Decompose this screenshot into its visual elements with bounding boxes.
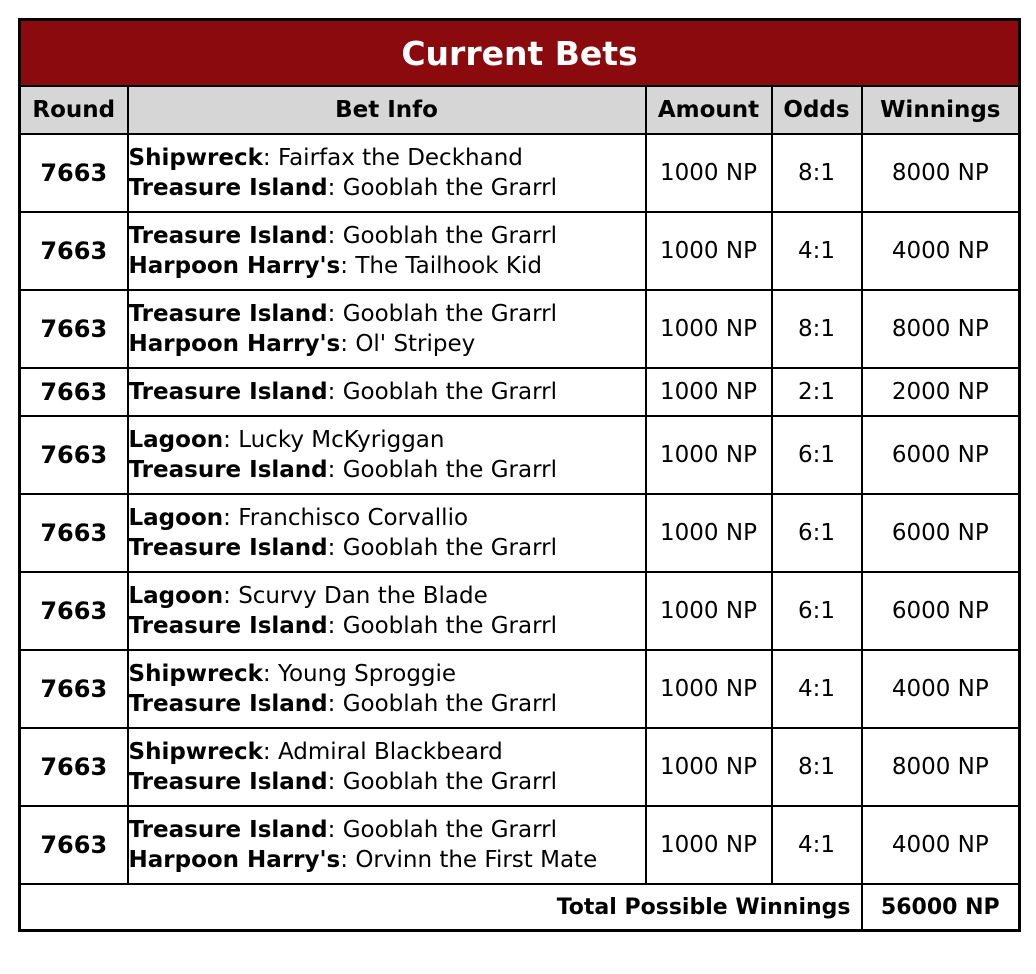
bet-row — [20, 290, 1020, 368]
bet-amount: 1000 NP — [646, 290, 772, 368]
column-header-winnings: Winnings — [862, 86, 1020, 134]
bet-odds: 6:1 — [772, 494, 862, 572]
bet-info-line — [129, 173, 645, 203]
separator: : — [327, 379, 343, 405]
bet-round: 7663 — [20, 134, 128, 212]
separator: : — [327, 223, 343, 249]
bet-round: 7663 — [20, 572, 128, 650]
bet-info-line — [129, 689, 645, 719]
bet-row — [20, 650, 1020, 728]
bet-round: 7663 — [20, 212, 128, 290]
bet-info — [128, 416, 646, 494]
bet-info — [128, 212, 646, 290]
bet-info-line — [129, 815, 645, 845]
bet-round: 7663 — [20, 290, 128, 368]
pirate-name: Admiral Blackbeard — [277, 739, 503, 765]
pirate-name: Gooblah the Grarrl — [342, 613, 557, 639]
bet-row — [20, 806, 1020, 884]
pirate-name: Franchisco Corvallio — [238, 505, 469, 531]
separator: : — [340, 253, 356, 279]
bet-winnings: 8000 NP — [862, 728, 1020, 806]
bet-amount: 1000 NP — [646, 728, 772, 806]
bet-odds: 8:1 — [772, 290, 862, 368]
bet-amount: 1000 NP — [646, 134, 772, 212]
track-name: Harpoon Harry's — [128, 331, 341, 357]
bet-info-line — [129, 377, 645, 407]
separator: : — [327, 769, 343, 795]
bet-info-line — [129, 659, 645, 689]
pirate-name: Gooblah the Grarrl — [342, 769, 557, 795]
bet-info-line — [129, 611, 645, 641]
pirate-name: Gooblah the Grarrl — [342, 817, 557, 843]
bet-odds: 2:1 — [772, 368, 862, 416]
track-name: Treasure Island — [128, 817, 328, 843]
bet-round: 7663 — [20, 806, 128, 884]
separator: : — [340, 331, 356, 357]
bet-round: 7663 — [20, 650, 128, 728]
bet-amount: 1000 NP — [646, 494, 772, 572]
bet-info — [128, 728, 646, 806]
bet-amount: 1000 NP — [646, 572, 772, 650]
bet-info-line — [129, 221, 645, 251]
bet-info-line — [129, 845, 645, 875]
column-header-bet-info: Bet Info — [128, 86, 646, 134]
pirate-name: Orvinn the First Mate — [355, 847, 598, 873]
bet-odds: 8:1 — [772, 134, 862, 212]
bet-winnings: 2000 NP — [862, 368, 1020, 416]
current-bets-table — [18, 18, 1021, 932]
bet-info-line — [129, 737, 645, 767]
separator: : — [327, 535, 343, 561]
track-name: Treasure Island — [128, 535, 328, 561]
separator: : — [223, 583, 239, 609]
bet-amount: 1000 NP — [646, 368, 772, 416]
bet-round: 7663 — [20, 368, 128, 416]
bet-winnings: 4000 NP — [862, 806, 1020, 884]
pirate-name: Gooblah the Grarrl — [342, 175, 557, 201]
bet-row — [20, 494, 1020, 572]
bet-amount: 1000 NP — [646, 650, 772, 728]
track-name: Lagoon — [128, 427, 224, 453]
bet-row — [20, 134, 1020, 212]
track-name: Lagoon — [128, 505, 224, 531]
pirate-name: Gooblah the Grarrl — [342, 691, 557, 717]
pirate-name: Young Sproggie — [277, 661, 457, 687]
bet-info — [128, 650, 646, 728]
bet-row — [20, 728, 1020, 806]
bet-info — [128, 494, 646, 572]
track-name: Treasure Island — [128, 457, 328, 483]
track-name: Treasure Island — [128, 175, 328, 201]
separator: : — [327, 691, 343, 717]
pirate-name: Scurvy Dan the Blade — [238, 583, 488, 609]
track-name: Harpoon Harry's — [128, 847, 341, 873]
bet-info — [128, 572, 646, 650]
separator: : — [327, 613, 343, 639]
track-name: Lagoon — [128, 583, 224, 609]
bet-info-line — [129, 503, 645, 533]
column-header-round: Round — [20, 86, 128, 134]
separator: : — [340, 847, 356, 873]
total-winnings-value: 56000 NP — [862, 884, 1020, 931]
separator: : — [223, 427, 239, 453]
pirate-name: Fairfax the Deckhand — [277, 145, 523, 171]
separator: : — [327, 457, 343, 483]
pirate-name: Lucky McKyriggan — [238, 427, 445, 453]
bet-winnings: 4000 NP — [862, 650, 1020, 728]
bet-amount: 1000 NP — [646, 416, 772, 494]
bet-winnings: 6000 NP — [862, 572, 1020, 650]
track-name: Treasure Island — [128, 691, 328, 717]
separator: : — [262, 661, 278, 687]
track-name: Treasure Island — [128, 223, 328, 249]
bet-info-line — [129, 533, 645, 563]
track-name: Shipwreck — [128, 661, 263, 687]
bet-rows — [20, 134, 1020, 884]
bet-amount: 1000 NP — [646, 212, 772, 290]
bet-info-line — [129, 425, 645, 455]
column-header-amount: Amount — [646, 86, 772, 134]
bet-winnings: 6000 NP — [862, 416, 1020, 494]
pirate-name: Gooblah the Grarrl — [342, 457, 557, 483]
bet-info-line — [129, 251, 645, 281]
bet-odds: 4:1 — [772, 650, 862, 728]
bet-info-line — [129, 299, 645, 329]
bet-round: 7663 — [20, 728, 128, 806]
track-name: Treasure Island — [128, 301, 328, 327]
track-name: Treasure Island — [128, 613, 328, 639]
track-name: Shipwreck — [128, 145, 263, 171]
bet-row — [20, 212, 1020, 290]
separator: : — [262, 739, 278, 765]
bet-row — [20, 572, 1020, 650]
separator: : — [327, 175, 343, 201]
pirate-name: The Tailhook Kid — [355, 253, 542, 279]
separator: : — [262, 145, 278, 171]
pirate-name: Ol' Stripey — [355, 331, 476, 357]
table-title: Current Bets — [20, 20, 1020, 87]
separator: : — [327, 301, 343, 327]
pirate-name: Gooblah the Grarrl — [342, 535, 557, 561]
bet-round: 7663 — [20, 494, 128, 572]
bet-info-line — [129, 581, 645, 611]
track-name: Treasure Island — [128, 769, 328, 795]
bet-odds: 4:1 — [772, 806, 862, 884]
bet-round: 7663 — [20, 416, 128, 494]
bet-info — [128, 290, 646, 368]
bet-winnings: 6000 NP — [862, 494, 1020, 572]
bet-odds: 8:1 — [772, 728, 862, 806]
bet-info — [128, 134, 646, 212]
track-name: Shipwreck — [128, 739, 263, 765]
bet-row — [20, 416, 1020, 494]
pirate-name: Gooblah the Grarrl — [342, 301, 557, 327]
bet-odds: 6:1 — [772, 572, 862, 650]
separator: : — [223, 505, 239, 531]
separator: : — [327, 817, 343, 843]
bet-info — [128, 806, 646, 884]
bet-info — [128, 368, 646, 416]
pirate-name: Gooblah the Grarrl — [342, 223, 557, 249]
bet-info-line — [129, 767, 645, 797]
bet-info-line — [129, 329, 645, 359]
column-header-odds: Odds — [772, 86, 862, 134]
bet-winnings: 8000 NP — [862, 134, 1020, 212]
bet-odds: 4:1 — [772, 212, 862, 290]
bet-amount: 1000 NP — [646, 806, 772, 884]
total-winnings-label: Total Possible Winnings — [20, 884, 862, 931]
bet-info-line — [129, 455, 645, 485]
bet-info-line — [129, 143, 645, 173]
bet-winnings: 4000 NP — [862, 212, 1020, 290]
pirate-name: Gooblah the Grarrl — [342, 379, 557, 405]
bet-row — [20, 368, 1020, 416]
track-name: Treasure Island — [128, 379, 328, 405]
bet-winnings: 8000 NP — [862, 290, 1020, 368]
bet-odds: 6:1 — [772, 416, 862, 494]
track-name: Harpoon Harry's — [128, 253, 341, 279]
